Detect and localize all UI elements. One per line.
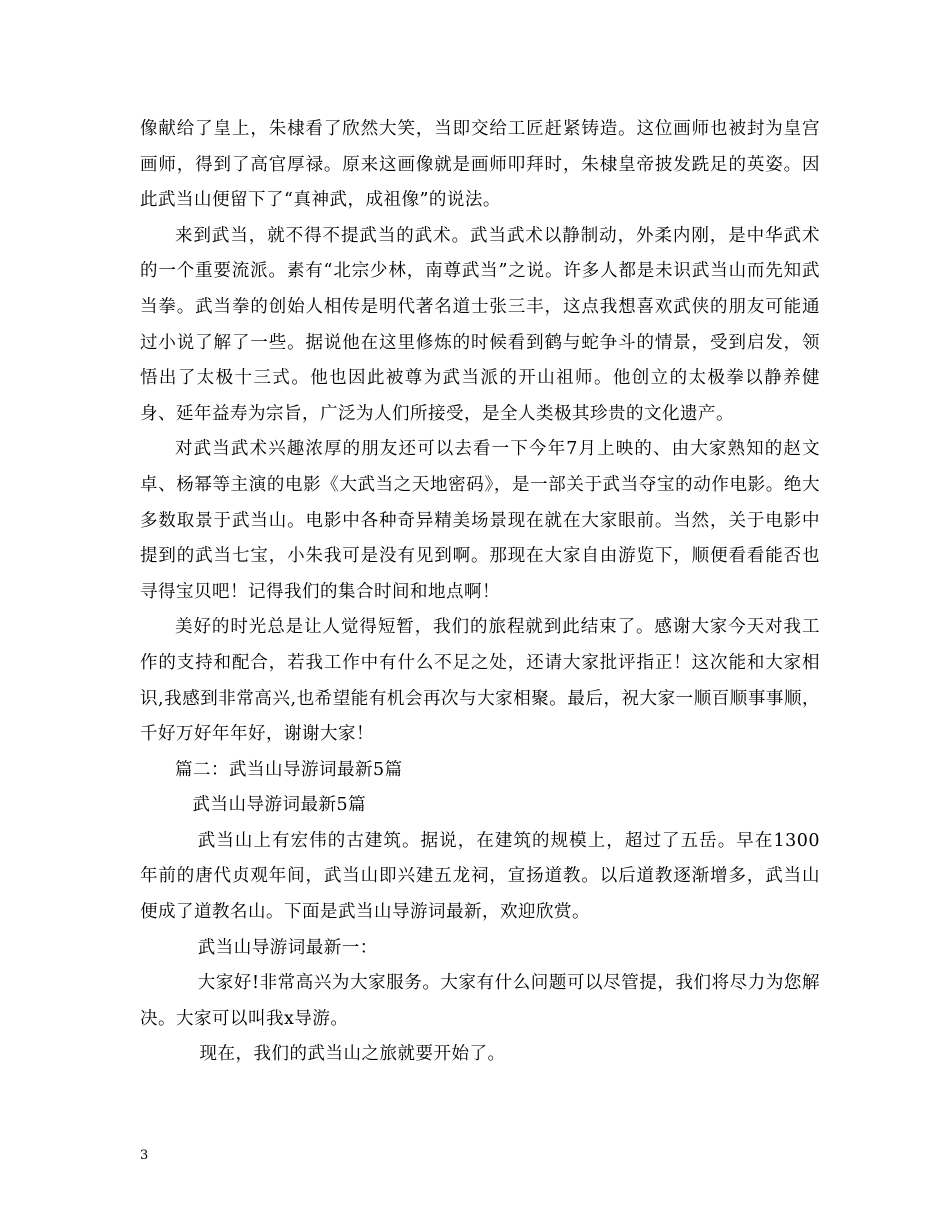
paragraph-intro: 武当山上有宏伟的古建筑。据说，在建筑的规模上，超过了五岳。早在1300年前的唐代贞观年间，武当山即兴建五龙祠，宣扬道教。以后道教逐渐增多，武当山便成了道教名山。下面是武当山导游词最新，欢迎欣赏。 (140, 830, 820, 923)
page-number: 3 (140, 1148, 149, 1163)
document-body (140, 112, 820, 1073)
paragraph-journey-start: 现在，我们的武当山之旅就要开始了。 (199, 1044, 506, 1065)
paragraph-greeting: 大家好!非常高兴为大家服务。大家有什么问题可以尽管提，我们将尽力为您解决。大家可以叫我x导游。 (140, 973, 820, 1029)
subsection-heading: 武当山导游词最新一： (197, 937, 378, 958)
paragraph-wudang-martial-arts: 来到武当，就不得不提武当的武术。武当武术以静制动，外柔内刚，是中华武术的一个重要流派。素有“北宗少林，南尊武当”之说。许多人都是未识武当山而先知武当拳。武当拳的创始人相传是明代著名道士张三丰，这点我想喜欢武侠的朋友可能通过小说了解了一些。据说他在这里修炼的时候看到鹤与蛇争斗的情景，受到启发，领悟出了太极十三式。他也因此被尊为武当派的开山祖师。他创立的太极拳以静养健身、延年益寿为宗旨，广泛为人们所接受，是全人类极其珍贵的文化遗产。 (140, 225, 820, 424)
paragraph-statue-legend: 像献给了皇上，朱棣看了欣然大笑，当即交给工匠赶紧铸造。这位画师也被封为皇宫画师，得到了高官厚禄。原来这画像就是画师叩拜时，朱棣皇帝披发跣足的英姿。因此武当山便留下了“真神武，成祖像”的说法。 (140, 119, 820, 211)
paragraph-farewell: 美好的时光总是让人觉得短暂，我们的旅程就到此结束了。感谢大家今天对我工作的支持和配合，若我工作中有什么不足之处，还请大家批评指正！这次能和大家相识,我感到非常高兴,也希望能有机会再次与大家相聚。最后，祝大家一顺百顺事事顺，千好万好年年好，谢谢大家！ (140, 617, 820, 745)
paragraph-movie-recommendation: 对武当武术兴趣浓厚的朋友还可以去看一下今年7月上映的、由大家熟知的赵文卓、杨幂等主演的电影《大武当之天地密码》，是一部关于武当夺宝的动作电影。绝大多数取景于武当山。电影中各种奇异精美场景现在就在大家眼前。当然，关于电影中提到的武当七宝，小朱我可是没有见到啊。那现在大家自由游览下，顺便看看能否也寻得宝贝吧！记得我们的集合时间和地点啊！ (140, 439, 820, 602)
section-heading: 篇二：武当山导游词最新5篇 (175, 759, 403, 780)
section-subtitle: 武当山导游词最新5篇 (192, 795, 367, 816)
